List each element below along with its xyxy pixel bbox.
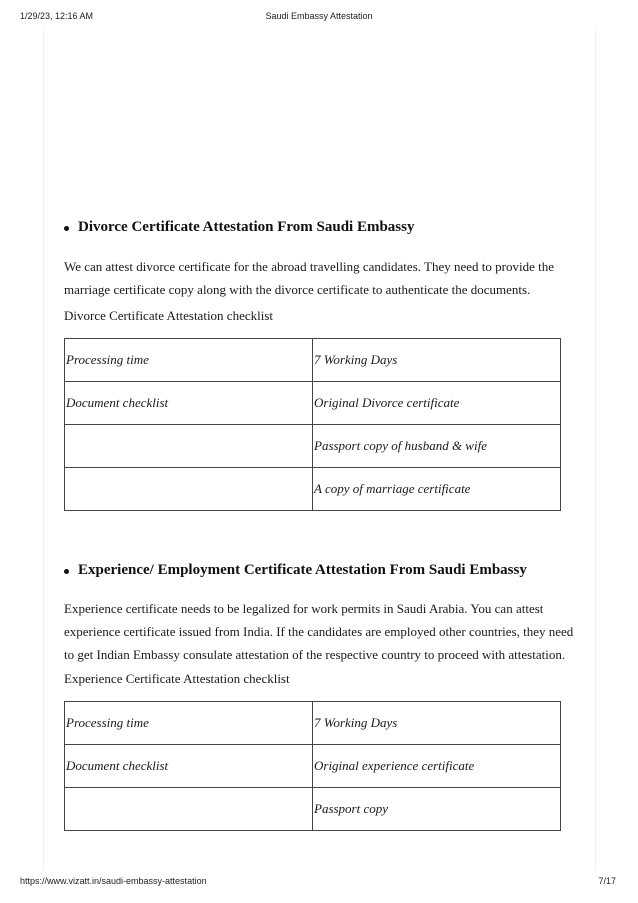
- table-cell: Passport copy: [313, 788, 561, 831]
- page-edge-right: [595, 30, 596, 870]
- table-row: [65, 788, 561, 831]
- table-row: [65, 382, 561, 425]
- print-footer: [0, 876, 638, 890]
- print-header: [0, 11, 638, 25]
- checklist-title-experience: Experience Certificate Attestation checklist: [64, 671, 290, 686]
- page-edge-left: [43, 30, 44, 870]
- table-cell: A copy of marriage certificate: [313, 468, 561, 511]
- print-url: https://www.vizatt.in/saudi-embassy-attestation: [20, 876, 207, 886]
- section-paragraph-experience: Experience certificate needs to be legalized for work permits in Saudi Arabia. You can attest experience certificate issued from India. If the candidates are employed other countries, they need to get Indian Embassy consulate attestation of the respective country to proceed with attestation.: [64, 601, 574, 662]
- table-cell: Processing time: [65, 702, 313, 745]
- table-cell: Passport copy of husband & wife: [313, 425, 561, 468]
- checklist-title-divorce: Divorce Certificate Attestation checklist: [64, 308, 274, 323]
- table-cell: Processing time: [65, 339, 313, 382]
- table-cell: Document checklist: [65, 382, 313, 425]
- table-cell: Original Divorce certificate: [313, 382, 561, 425]
- table-cell: Document checklist: [65, 745, 313, 788]
- table-row: [65, 745, 561, 788]
- table-cell: 7 Working Days: [313, 702, 561, 745]
- print-page-number: 7/17: [598, 876, 616, 886]
- table-cell: 7 Working Days: [313, 339, 561, 382]
- print-title: Saudi Embassy Attestation: [265, 11, 373, 21]
- checklist-table-divorce: [64, 338, 561, 511]
- table-row: [65, 468, 561, 511]
- table-cell: Original experience certificate: [313, 745, 561, 788]
- bullet-icon: [64, 226, 69, 231]
- section-paragraph-divorce: We can attest divorce certificate for the abroad travelling candidates. They need to provide the marriage certificate copy along with the divorce certificate to authenticate the documents.: [64, 259, 554, 297]
- table-cell: [65, 425, 313, 468]
- print-datetime: 1/29/23, 12:16 AM: [20, 11, 94, 21]
- checklist-table-experience: [64, 701, 561, 831]
- table-cell: [65, 468, 313, 511]
- bullet-icon: [64, 569, 69, 574]
- table-row: [65, 702, 561, 745]
- table-cell: [65, 788, 313, 831]
- table-row: [65, 425, 561, 468]
- table-row: [65, 339, 561, 382]
